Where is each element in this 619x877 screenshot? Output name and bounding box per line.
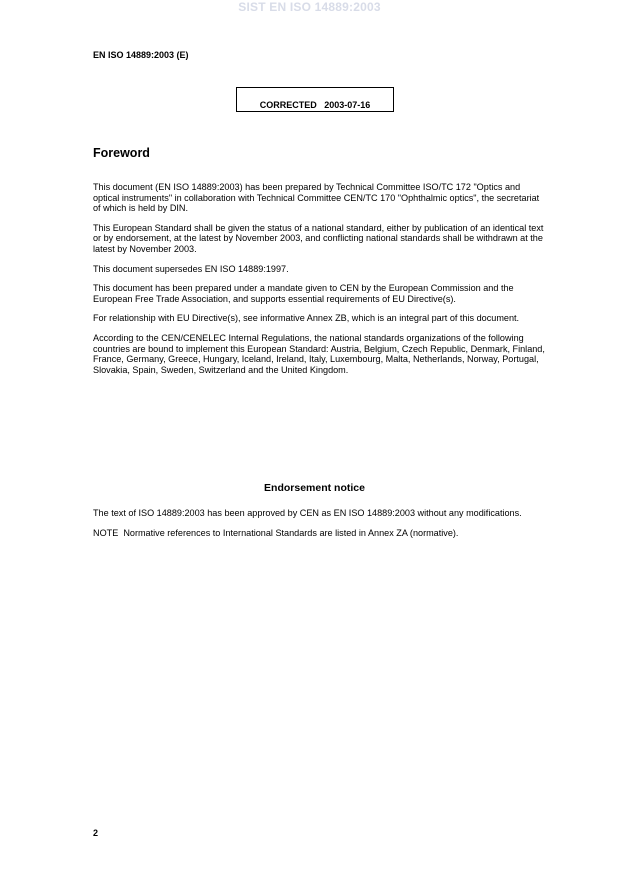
foreword-paragraph: This document (EN ISO 14889:2003) has been prepared by Technical Committee ISO/TC 172 "Optics and optical instruments" in collaboration with Technical Committee CEN/TC 170 "Ophthalmic optics", the secretariat of which is held by DIN. (93, 182, 540, 214)
foreword-paragraph: According to the CEN/CENELEC Internal Regulations, the national standards organizations of the following countries are bound to implement this European Standard: Austria, Belgium, Czech Republic, Denmark, Finland, France, Germany, Greece, Hungary, Iceland, Ireland, Italy, Luxembourg, Malta, Netherlands, Norway, Portugal, Slovakia, Spain, Sweden, Switzerland and the United Kingdom. (93, 332, 545, 375)
foreword-paragraph: This document has been prepared under a mandate given to CEN by the European Commission and the European Free Trade Association, and supports essential requirements of EU Directive(s). (93, 283, 514, 304)
corrected-notice-box (236, 87, 394, 112)
page-number: 2 (93, 828, 99, 838)
foreword-paragraph: This European Standard shall be given the status of a national standard, either by publication of an identical text or by endorsement, at the latest by November 2003, and conflicting national standards shall be withdrawn at the latest by November 2003. (93, 222, 544, 254)
foreword-body (93, 182, 545, 384)
endorsement-paragraph: The text of ISO 14889:2003 has been approved by CEN as EN ISO 14889:2003 without any modifications. (93, 508, 522, 518)
corrected-notice-label: CORRECTED 2003-07-16 (259, 100, 371, 110)
endorsement-heading: Endorsement notice (264, 482, 365, 494)
standard-identifier: EN ISO 14889:2003 (E) (93, 50, 189, 60)
endorsement-body (93, 508, 545, 547)
foreword-paragraph: This document supersedes EN ISO 14889:1997. (93, 263, 289, 274)
foreword-paragraph: For relationship with EU Directive(s), see informative Annex ZB, which is an integral part of this document. (93, 313, 520, 324)
endorsement-note: NOTE Normative references to International Standards are listed in Annex ZA (normative). (93, 527, 459, 538)
watermark: SIST EN ISO 14889:2003 (238, 0, 381, 14)
foreword-heading: Foreword (93, 146, 150, 160)
